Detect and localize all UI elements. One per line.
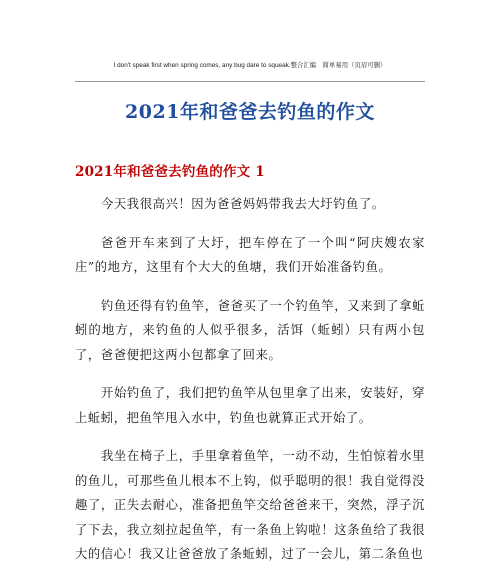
- paragraph: 我坐在椅子上，手里拿着鱼竿，一动不动，生怕惊着水里的鱼儿，可那些鱼儿根本不上钩，似乎聪明的很！我自觉得没趣了，正失去耐心，准备把鱼竿交给爸爸来干，突然，浮子沉了下去，我立刻拉起鱼竿，有一条鱼上钩啦！这条鱼给了我很大的信心！我又让爸爸放了条蚯蚓，过了一会儿，第二条鱼也: [75, 449, 425, 561]
- section-title: 2021年和爸爸去钓鱼的作文 1: [75, 164, 265, 180]
- body-text: [75, 192, 425, 581]
- paragraph: 爸爸开车来到了大圩，把车停在了一个叫“阿庆嫂农家庄”的地方，这里有个大大的鱼塘，我们开始准备钓鱼。: [75, 235, 425, 274]
- document-title: 2021年和爸爸去钓鱼的作文: [125, 101, 375, 123]
- paragraph: 钓鱼还得有钓鱼竿，爸爸买了一个钓鱼竿，又来到了拿蚯蚓的地方，来钓鱼的人似乎很多，活饵（蚯蚓）只有两小包了，爸爸便把这两小包都拿了回来。: [75, 298, 425, 362]
- page-header: I don't speak first when spring comes, any bug dare to squeak.整合汇编 简单易用（页眉可删）: [113, 62, 387, 69]
- paragraph: 开始钓鱼了，我们把钓鱼竿从包里拿了出来，安装好，穿上蚯蚓，把鱼竿甩入水中，钓鱼也就算正式开始了。: [75, 386, 425, 425]
- paragraph: 今天我很高兴！因为爸爸妈妈带我去大圩钓鱼了。: [101, 197, 385, 211]
- header-divider: [75, 81, 425, 82]
